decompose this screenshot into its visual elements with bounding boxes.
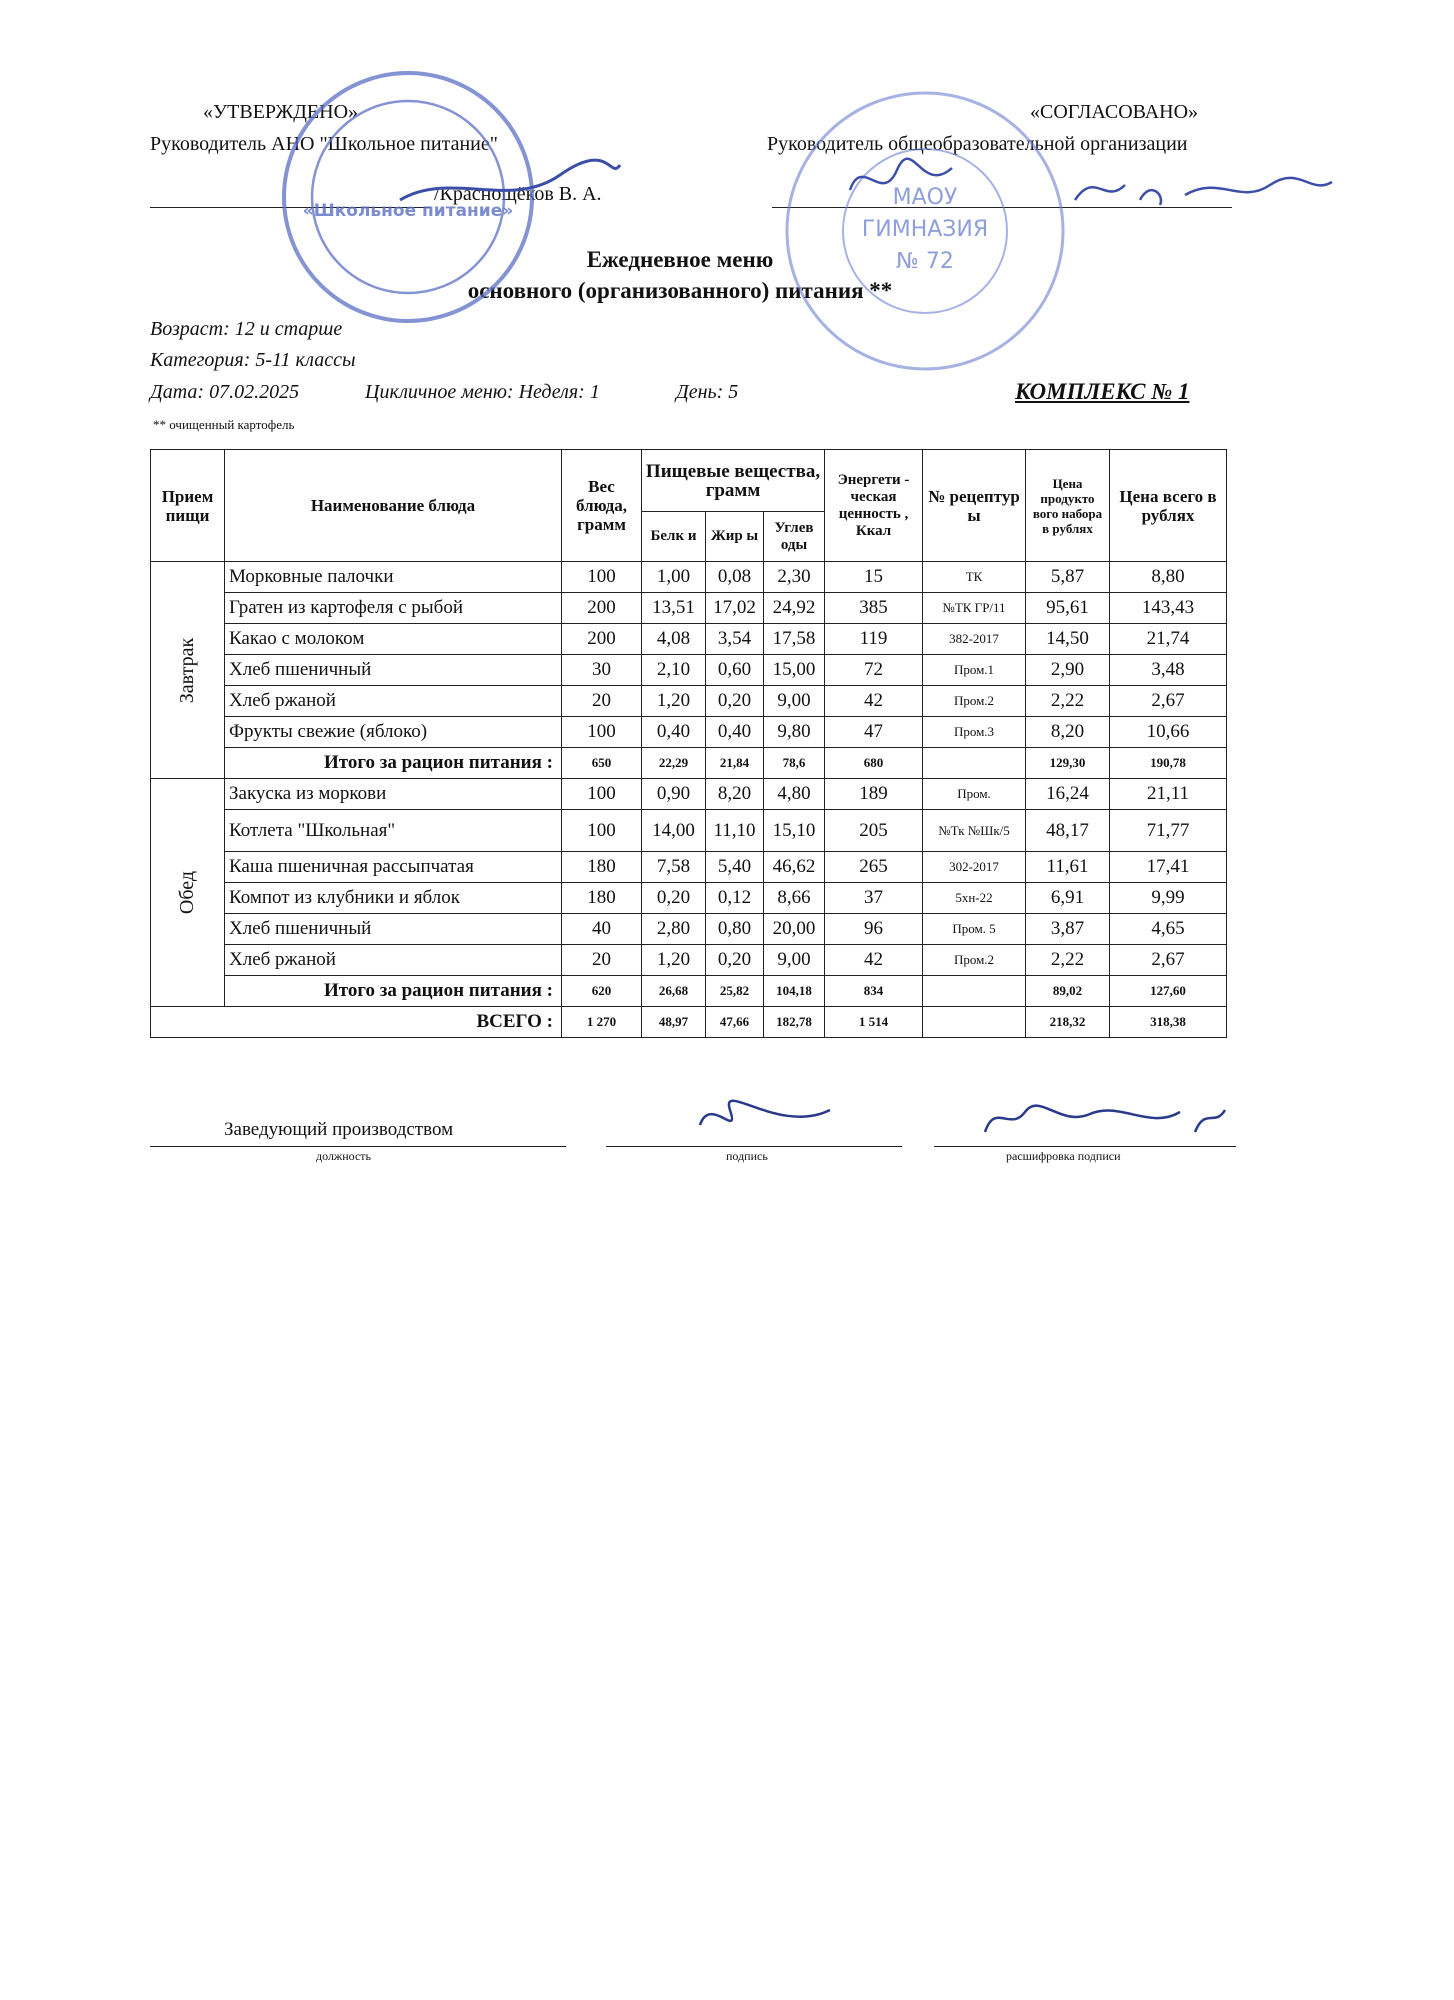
dish-protein: 2,10 xyxy=(642,655,706,686)
dish-price-total: 71,77 xyxy=(1110,810,1227,852)
dish-weight: 180 xyxy=(562,852,642,883)
table-row xyxy=(151,562,1227,593)
decode-caption: расшифровка подписи xyxy=(1006,1149,1121,1163)
dish-name: Хлеб ржаной xyxy=(225,686,562,717)
dish-weight: 200 xyxy=(562,593,642,624)
dish-fat: 3,54 xyxy=(706,624,764,655)
lunch-total-label: Итого за рацион питания : xyxy=(225,976,562,1007)
dish-fat: 8,20 xyxy=(706,779,764,810)
dish-weight: 30 xyxy=(562,655,642,686)
col-recipe-header: № рецептур ы xyxy=(923,450,1026,562)
dish-name: Хлеб ржаной xyxy=(225,945,562,976)
dish-energy: 96 xyxy=(825,914,923,945)
dish-carbs: 8,66 xyxy=(764,883,825,914)
table-row xyxy=(151,883,1227,914)
col-price-set-header: Цена продукто вого набора в рублях xyxy=(1026,450,1110,562)
dish-recipe: №Тк №Шк/5 xyxy=(923,810,1026,852)
dish-protein: 7,58 xyxy=(642,852,706,883)
dish-carbs: 4,80 xyxy=(764,779,825,810)
lunch-total-recipe xyxy=(923,976,1026,1007)
menu-table xyxy=(150,449,1227,1038)
table-row xyxy=(151,717,1227,748)
col-energy-header: Энергети - ческая ценность , Ккал xyxy=(825,450,923,562)
dish-fat: 0,20 xyxy=(706,945,764,976)
dish-price-set: 2,90 xyxy=(1026,655,1110,686)
footnote: ** очищенный картофель xyxy=(153,417,295,432)
dish-protein: 14,00 xyxy=(642,810,706,852)
agreed-heading: «СОГЛАСОВАНО» xyxy=(1030,101,1199,123)
age-label: Возраст: 12 и старше xyxy=(150,318,343,340)
category-label: Категория: 5-11 классы xyxy=(150,349,356,371)
dish-weight: 100 xyxy=(562,717,642,748)
dish-price-total: 8,80 xyxy=(1110,562,1227,593)
col-weight-header: Вес блюда, грамм xyxy=(562,450,642,562)
grand-total-label: ВСЕГО : xyxy=(151,1007,562,1038)
col-meal-header: Прием пищи xyxy=(151,450,225,562)
dish-price-total: 2,67 xyxy=(1110,945,1227,976)
dish-price-total: 143,43 xyxy=(1110,593,1227,624)
dish-name: Котлета "Школьная" xyxy=(225,810,562,852)
dish-protein: 1,20 xyxy=(642,686,706,717)
approved-name: /Краснощёков В. А. xyxy=(434,183,602,205)
footer-signature-icon xyxy=(690,1090,840,1150)
dish-protein: 0,90 xyxy=(642,779,706,810)
lunch-total-row xyxy=(151,976,1227,1007)
dish-fat: 11,10 xyxy=(706,810,764,852)
dish-recipe: 382-2017 xyxy=(923,624,1026,655)
dish-recipe: №ТК ГР/11 xyxy=(923,593,1026,624)
dish-recipe: Пром.2 xyxy=(923,686,1026,717)
right-stamp-icon xyxy=(780,86,1070,376)
footer-decode-handwriting-icon xyxy=(980,1092,1230,1147)
dish-recipe: Пром.2 xyxy=(923,945,1026,976)
breakfast-total-row xyxy=(151,748,1227,779)
dish-carbs: 9,00 xyxy=(764,686,825,717)
lunch-total-weight: 620 xyxy=(562,976,642,1007)
dish-weight: 100 xyxy=(562,779,642,810)
lunch-total-price-total: 127,60 xyxy=(1110,976,1227,1007)
dish-name: Хлеб пшеничный xyxy=(225,914,562,945)
dish-name: Морковные палочки xyxy=(225,562,562,593)
cycle-label: Цикличное меню: Неделя: 1 xyxy=(365,381,600,403)
dish-recipe: 5хн-22 xyxy=(923,883,1026,914)
grand-total-protein: 48,97 xyxy=(642,1007,706,1038)
lunch-section xyxy=(151,1007,1227,1038)
svg-text:МАОУ: МАОУ xyxy=(892,185,958,210)
dish-price-total: 10,66 xyxy=(1110,717,1227,748)
dish-fat: 0,08 xyxy=(706,562,764,593)
dish-name: Гратен из картофеля с рыбой xyxy=(225,593,562,624)
dish-carbs: 17,58 xyxy=(764,624,825,655)
dish-energy: 205 xyxy=(825,810,923,852)
svg-text:ГИМНАЗИЯ: ГИМНАЗИЯ xyxy=(861,217,989,242)
svg-text:«Школьное питание»: «Школьное питание» xyxy=(302,201,514,221)
grand-total-weight: 1 270 xyxy=(562,1007,642,1038)
dish-price-total: 4,65 xyxy=(1110,914,1227,945)
dish-carbs: 24,92 xyxy=(764,593,825,624)
agreed-handwritten-name-icon xyxy=(1070,160,1340,220)
dish-carbs: 15,00 xyxy=(764,655,825,686)
grand-total-row xyxy=(151,1007,1227,1038)
breakfast-meal-label xyxy=(151,562,225,779)
dish-price-set: 2,22 xyxy=(1026,945,1110,976)
breakfast-total-energy: 680 xyxy=(825,748,923,779)
table-row xyxy=(151,624,1227,655)
col-nutrients-header: Пищевые вещества, грамм xyxy=(642,450,825,512)
position-value: Заведующий производством xyxy=(224,1119,454,1140)
dish-price-total: 17,41 xyxy=(1110,852,1227,883)
dish-protein: 1,00 xyxy=(642,562,706,593)
dish-weight: 40 xyxy=(562,914,642,945)
date-label: Дата: 07.02.2025 xyxy=(150,381,300,403)
dish-name: Компот из клубники и яблок xyxy=(225,883,562,914)
lunch-meal-label xyxy=(151,779,225,1007)
dish-protein: 13,51 xyxy=(642,593,706,624)
col-carbs-header: Углев оды xyxy=(764,512,825,562)
col-price-total-header: Цена всего в рублях xyxy=(1110,450,1227,562)
table-row xyxy=(151,686,1227,717)
grand-total-fat: 47,66 xyxy=(706,1007,764,1038)
dish-energy: 189 xyxy=(825,779,923,810)
dish-fat: 5,40 xyxy=(706,852,764,883)
dish-name: Хлеб пшеничный xyxy=(225,655,562,686)
dish-recipe: Пром. 5 xyxy=(923,914,1026,945)
grand-total-price-set: 218,32 xyxy=(1026,1007,1110,1038)
dish-name: Какао с молоком xyxy=(225,624,562,655)
dish-recipe: ТК xyxy=(923,562,1026,593)
dish-energy: 47 xyxy=(825,717,923,748)
lunch-meal-text: Обед xyxy=(176,870,198,915)
dish-price-set: 8,20 xyxy=(1026,717,1110,748)
dish-weight: 200 xyxy=(562,624,642,655)
table-row xyxy=(151,779,1227,810)
dish-price-set: 11,61 xyxy=(1026,852,1110,883)
dish-price-set: 14,50 xyxy=(1026,624,1110,655)
lunch-total-protein: 26,68 xyxy=(642,976,706,1007)
dish-name: Фрукты свежие (яблоко) xyxy=(225,717,562,748)
approved-signature-icon xyxy=(390,150,630,220)
dish-recipe: Пром.3 xyxy=(923,717,1026,748)
table-row xyxy=(151,914,1227,945)
dish-weight: 20 xyxy=(562,945,642,976)
page-subtitle: основного (организованного) питания ** xyxy=(467,278,893,303)
position-line xyxy=(150,1146,566,1147)
dish-price-set: 6,91 xyxy=(1026,883,1110,914)
agreed-initials-icon xyxy=(842,150,962,210)
lunch-total-fat: 25,82 xyxy=(706,976,764,1007)
breakfast-section xyxy=(151,779,1227,1007)
grand-total-price-total: 318,38 xyxy=(1110,1007,1227,1038)
dish-price-total: 21,74 xyxy=(1110,624,1227,655)
table-row xyxy=(151,593,1227,624)
dish-name: Закуска из моркови xyxy=(225,779,562,810)
breakfast-total-weight: 650 xyxy=(562,748,642,779)
table-row xyxy=(151,945,1227,976)
approved-heading: «УТВЕРЖДЕНО» xyxy=(203,101,359,123)
dish-price-set: 5,87 xyxy=(1026,562,1110,593)
dish-protein: 0,40 xyxy=(642,717,706,748)
dish-fat: 0,80 xyxy=(706,914,764,945)
dish-recipe: Пром. xyxy=(923,779,1026,810)
dish-weight: 100 xyxy=(562,562,642,593)
dish-energy: 42 xyxy=(825,686,923,717)
day-label: День: 5 xyxy=(676,381,739,403)
breakfast-total-price-total: 190,78 xyxy=(1110,748,1227,779)
breakfast-meal-text: Завтрак xyxy=(175,637,198,703)
dish-price-total: 3,48 xyxy=(1110,655,1227,686)
dish-fat: 0,20 xyxy=(706,686,764,717)
dish-price-total: 2,67 xyxy=(1110,686,1227,717)
lunch-total-carbs: 104,18 xyxy=(764,976,825,1007)
dish-price-total: 21,11 xyxy=(1110,779,1227,810)
dish-carbs: 15,10 xyxy=(764,810,825,852)
grand-total-energy: 1 514 xyxy=(825,1007,923,1038)
breakfast-total-protein: 22,29 xyxy=(642,748,706,779)
dish-carbs: 2,30 xyxy=(764,562,825,593)
col-name-header: Наименование блюда xyxy=(225,450,562,562)
dish-fat: 17,02 xyxy=(706,593,764,624)
dish-energy: 119 xyxy=(825,624,923,655)
dish-protein: 1,20 xyxy=(642,945,706,976)
breakfast-total-label: Итого за рацион питания : xyxy=(225,748,562,779)
svg-text:№ 72: № 72 xyxy=(896,249,954,274)
agreed-role: Руководитель общеобразовательной организации xyxy=(767,133,1188,155)
page-title: Ежедневное меню xyxy=(586,247,774,272)
dish-weight: 100 xyxy=(562,810,642,852)
lunch-total-energy: 834 xyxy=(825,976,923,1007)
dish-price-set: 2,22 xyxy=(1026,686,1110,717)
dish-protein: 4,08 xyxy=(642,624,706,655)
dish-price-set: 16,24 xyxy=(1026,779,1110,810)
position-caption: должность xyxy=(316,1149,371,1163)
dish-recipe: 302-2017 xyxy=(923,852,1026,883)
dish-energy: 15 xyxy=(825,562,923,593)
dish-price-set: 48,17 xyxy=(1026,810,1110,852)
dish-carbs: 9,00 xyxy=(764,945,825,976)
dish-weight: 20 xyxy=(562,686,642,717)
dish-carbs: 20,00 xyxy=(764,914,825,945)
dish-price-set: 3,87 xyxy=(1026,914,1110,945)
signature-caption: подпись xyxy=(726,1149,768,1163)
dish-price-set: 95,61 xyxy=(1026,593,1110,624)
grand-total-carbs: 182,78 xyxy=(764,1007,825,1038)
grand-total-recipe xyxy=(923,1007,1026,1038)
dish-carbs: 9,80 xyxy=(764,717,825,748)
kompleks-label: КОМПЛЕКС № 1 xyxy=(1015,379,1190,404)
dish-energy: 42 xyxy=(825,945,923,976)
col-protein-header: Белк и xyxy=(642,512,706,562)
breakfast-total-price-set: 129,30 xyxy=(1026,748,1110,779)
breakfast-total-recipe xyxy=(923,748,1026,779)
dish-energy: 37 xyxy=(825,883,923,914)
lunch-total-price-set: 89,02 xyxy=(1026,976,1110,1007)
table-row xyxy=(151,852,1227,883)
dish-energy: 385 xyxy=(825,593,923,624)
dish-fat: 0,12 xyxy=(706,883,764,914)
dish-fat: 0,40 xyxy=(706,717,764,748)
dish-name: Каша пшеничная рассыпчатая xyxy=(225,852,562,883)
dish-energy: 265 xyxy=(825,852,923,883)
dish-energy: 72 xyxy=(825,655,923,686)
approved-role: Руководитель АНО "Школьное питание" xyxy=(150,133,498,155)
dish-weight: 180 xyxy=(562,883,642,914)
dish-protein: 2,80 xyxy=(642,914,706,945)
breakfast-total-fat: 21,84 xyxy=(706,748,764,779)
dish-recipe: Пром.1 xyxy=(923,655,1026,686)
dish-carbs: 46,62 xyxy=(764,852,825,883)
table-row xyxy=(151,655,1227,686)
dish-price-total: 9,99 xyxy=(1110,883,1227,914)
dish-fat: 0,60 xyxy=(706,655,764,686)
dish-protein: 0,20 xyxy=(642,883,706,914)
col-fat-header: Жир ы xyxy=(706,512,764,562)
table-row xyxy=(151,810,1227,852)
breakfast-total-carbs: 78,6 xyxy=(764,748,825,779)
